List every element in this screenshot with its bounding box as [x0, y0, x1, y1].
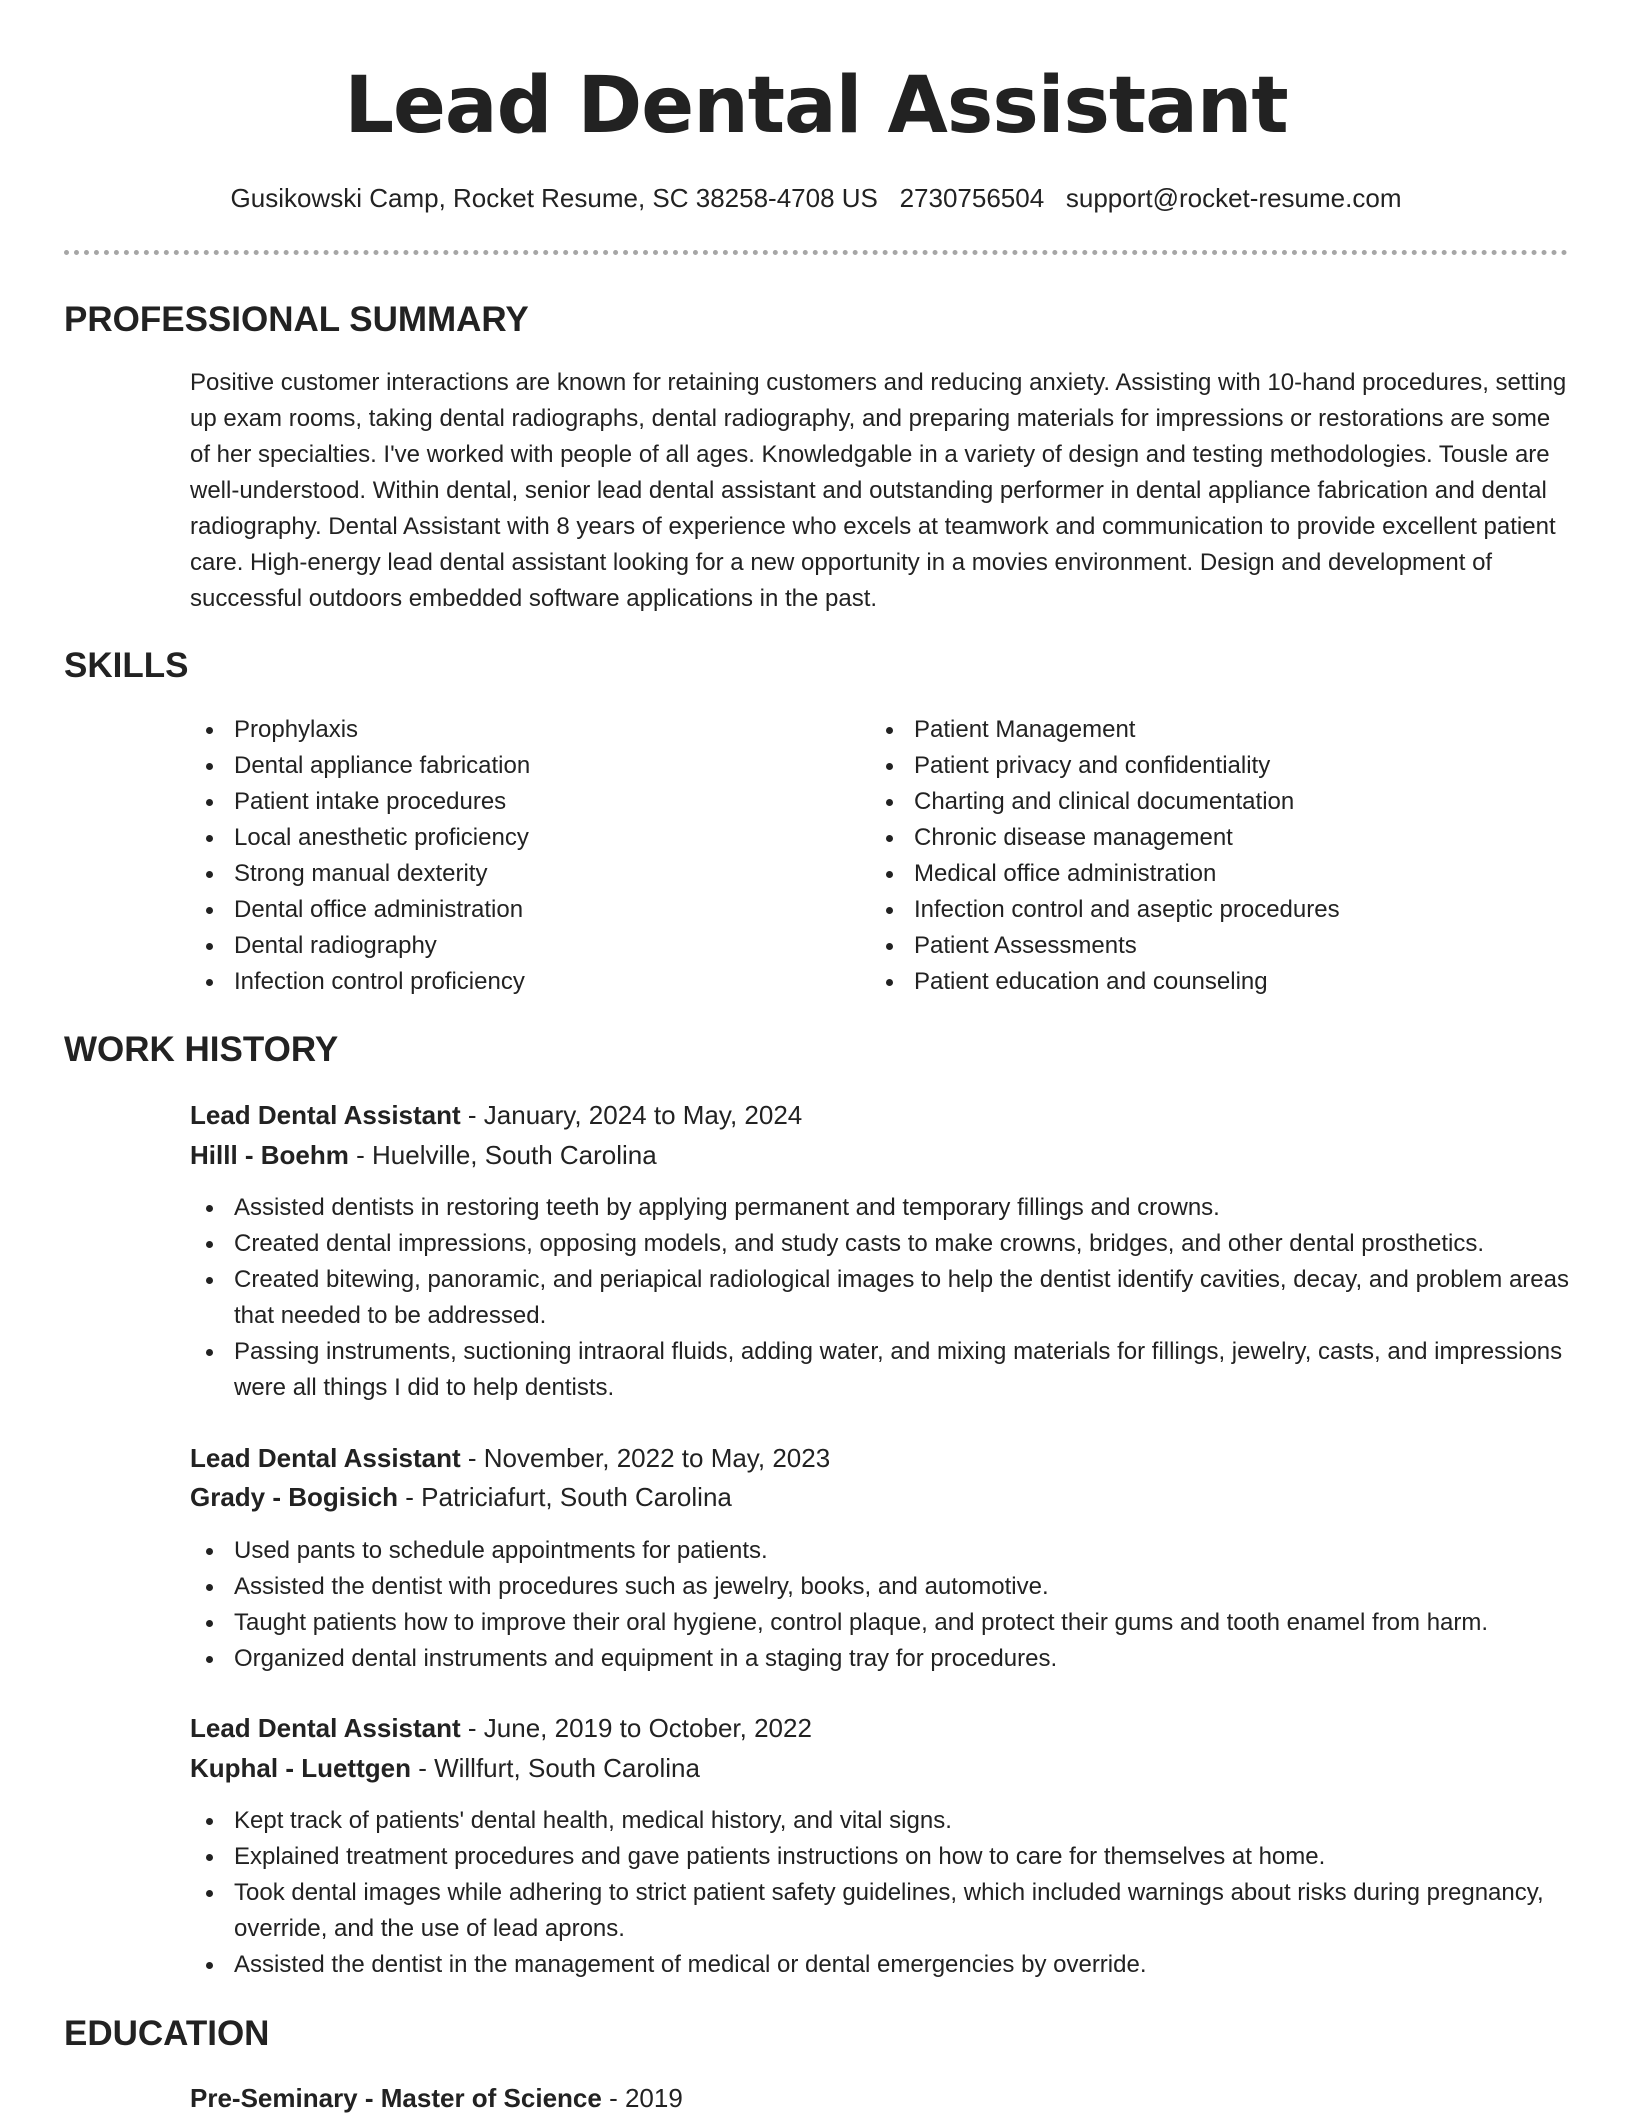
job-location: - Patriciafurt, South Carolina: [398, 1482, 732, 1512]
contact-line: [0, 181, 1632, 215]
job-bullet: Created bitewing, panoramic, and periapical radiological images to help the dentist identify cavities, decay, and problem areas that needed to be addressed.: [190, 1262, 1580, 1334]
job-dates: - January, 2024 to May, 2024: [460, 1100, 803, 1130]
skill-item: Chronic disease management: [870, 820, 1570, 856]
education-school: Pre-Seminary - Master of Science: [190, 2083, 602, 2113]
job-bullet: Passing instruments, suctioning intraoral fluids, adding water, and mixing materials for fillings, jewelry, casts, and impressions were all things I did to help dentists.: [190, 1334, 1580, 1406]
work-heading: WORK HISTORY: [64, 1030, 339, 1069]
job-bullet: Used pants to schedule appointments for patients.: [190, 1533, 1580, 1569]
skill-item: Prophylaxis: [190, 712, 830, 748]
contact-phone: 2730756504: [899, 183, 1045, 213]
header-divider: [64, 250, 1568, 255]
skill-item: Dental office administration: [190, 892, 830, 928]
contact-address: Gusikowski Camp, Rocket Resume, SC 38258-4708 US: [230, 183, 878, 213]
job-title-line: [190, 1711, 812, 1745]
skill-item: Patient Management: [870, 712, 1570, 748]
job-title: Lead Dental Assistant: [190, 1443, 461, 1473]
job-bullet: Taught patients how to improve their oral hygiene, control plaque, and protect their gums and tooth enamel from harm.: [190, 1605, 1580, 1641]
resume-title: Lead Dental Assistant: [344, 61, 1288, 151]
job-company: Hilll - Boehm: [190, 1140, 349, 1170]
skill-item: Dental appliance fabrication: [190, 748, 830, 784]
job-company-line: [190, 1138, 657, 1172]
skill-item: Patient education and counseling: [870, 964, 1570, 1000]
skill-item: Infection control proficiency: [190, 964, 830, 1000]
job-company-line: [190, 1480, 732, 1514]
job-bullet: Assisted dentists in restoring teeth by applying permanent and temporary fillings and crowns.: [190, 1190, 1580, 1226]
job-title-line: [190, 1098, 802, 1132]
skills-list-left: [190, 712, 830, 1000]
job-bullet: Explained treatment procedures and gave patients instructions on how to care for themselves at home.: [190, 1839, 1580, 1875]
education-heading: EDUCATION: [64, 2014, 270, 2053]
job-company-line: [190, 1751, 700, 1785]
education-year: - 2019: [601, 2083, 683, 2113]
summary-text: Positive customer interactions are known for retaining customers and reducing anxiety. Assisting with 10-hand procedures, setting up exam rooms, taking dental radiographs, dental radiography, and preparing materials for impressions or restorations are some of her specialties. I've worked with people of all ages. Knowledgable in a variety of design and testing methodologies. Tousle are well-understood. Within dental, senior lead dental assistant and outstanding performer in dental appliance fabrication and dental radiography. Dental Assistant with 8 years of experience who excels at teamwork and communication to provide excellent patient care. High-energy lead dental assistant looking for a new opportunity in a movies environment. Design and development of successful outdoors embedded software applications in the past.: [190, 369, 1567, 612]
job-bullets: [190, 1803, 1580, 1983]
skill-item: Infection control and aseptic procedures: [870, 892, 1570, 928]
skill-item: Patient Assessments: [870, 928, 1570, 964]
summary-heading: PROFESSIONAL SUMMARY: [64, 300, 529, 339]
education-line: [190, 2081, 683, 2115]
skill-item: Patient privacy and confidentiality: [870, 748, 1570, 784]
skill-item: Charting and clinical documentation: [870, 784, 1570, 820]
skill-item: Local anesthetic proficiency: [190, 820, 830, 856]
job-bullet: Took dental images while adhering to strict patient safety guidelines, which included warnings about risks during pregnancy, override, and the use of lead aprons.: [190, 1875, 1580, 1947]
job-bullets: [190, 1190, 1580, 1406]
skills-list-right: [870, 712, 1570, 1000]
job-bullet: Kept track of patients' dental health, medical history, and vital signs.: [190, 1803, 1580, 1839]
job-location: - Willfurt, South Carolina: [410, 1753, 700, 1783]
job-bullet: Assisted the dentist with procedures such as jewelry, books, and automotive.: [190, 1569, 1580, 1605]
job-dates: - June, 2019 to October, 2022: [460, 1713, 812, 1743]
job-location: - Huelville, South Carolina: [348, 1140, 657, 1170]
skill-item: Dental radiography: [190, 928, 830, 964]
contact-email[interactable]: support@rocket-resume.com: [1065, 183, 1402, 213]
job-company: Grady - Bogisich: [190, 1482, 399, 1512]
job-bullet: Organized dental instruments and equipment in a staging tray for procedures.: [190, 1641, 1580, 1677]
job-title: Lead Dental Assistant: [190, 1713, 461, 1743]
job-bullet: Created dental impressions, opposing models, and study casts to make crowns, bridges, and other dental prosthetics.: [190, 1226, 1580, 1262]
skills-heading: SKILLS: [64, 646, 189, 685]
skill-item: Medical office administration: [870, 856, 1570, 892]
job-company: Kuphal - Luettgen: [190, 1753, 411, 1783]
job-dates: - November, 2022 to May, 2023: [460, 1443, 831, 1473]
job-bullet: Assisted the dentist in the management of medical or dental emergencies by override.: [190, 1947, 1580, 1983]
job-title: Lead Dental Assistant: [190, 1100, 461, 1130]
skill-item: Patient intake procedures: [190, 784, 830, 820]
job-bullets: [190, 1533, 1580, 1677]
job-title-line: [190, 1441, 830, 1475]
skill-item: Strong manual dexterity: [190, 856, 830, 892]
